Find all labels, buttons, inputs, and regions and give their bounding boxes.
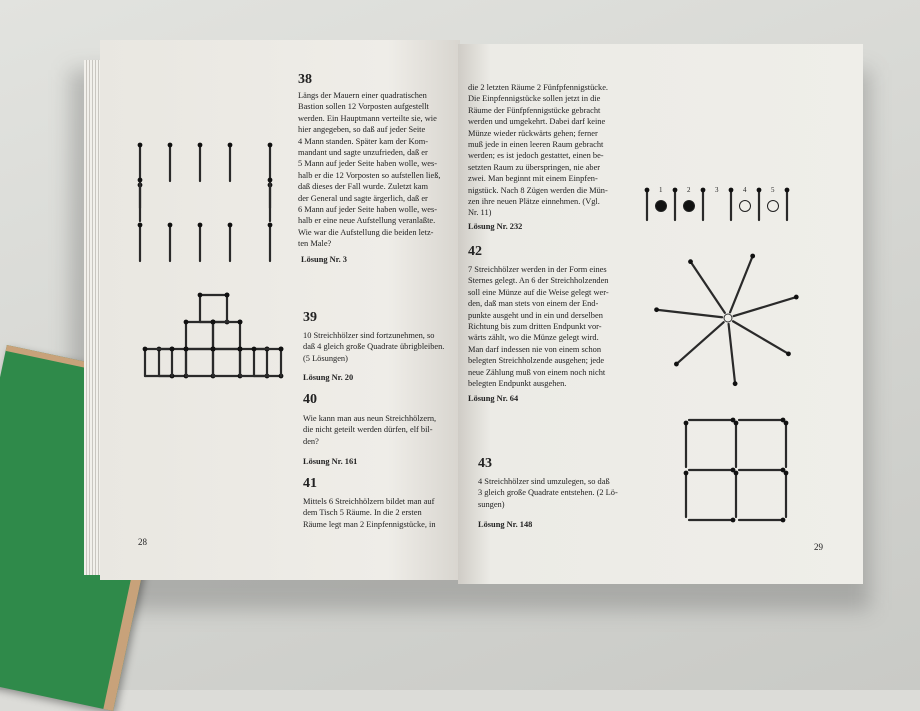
puzzle-42-number: 42 xyxy=(468,244,482,259)
text-line: werden und umgekehrt. Dabei darf keine xyxy=(468,117,606,127)
puzzle-41-continued-text xyxy=(468,82,628,219)
text-line: daß 4 gleich große Quadrate übrigbleiben. xyxy=(303,342,445,352)
text-line: halb er eine neue Aufstellung veranlaßte. xyxy=(298,216,436,226)
text-line: mandant und sagte unzufrieden, daß er xyxy=(298,148,428,158)
guards-figure xyxy=(130,130,290,270)
puzzle-42-text xyxy=(468,264,634,389)
star-center xyxy=(724,314,732,322)
right-page xyxy=(458,44,863,584)
text-line: Räume legt man 2 Einpfennigstücke, in xyxy=(303,519,436,529)
match-head xyxy=(794,295,799,300)
match-head xyxy=(731,518,736,523)
text-line: werden. Ein Hauptmann verteilte sie, wie xyxy=(298,113,437,123)
text-line: 3 gleich große Quadrate entstehen. (2 Lö- xyxy=(478,488,618,498)
match-head xyxy=(168,143,173,148)
text-line: ten Male? xyxy=(298,239,332,249)
matchstick xyxy=(691,262,725,313)
text-line: 10 Streichhölzer sind fortzunehmen, so xyxy=(303,331,435,340)
room-label: 4 xyxy=(743,186,747,194)
match-head xyxy=(168,223,173,228)
text-line: nigstück. Nach 8 Zügen werden die Mün- xyxy=(468,185,608,195)
match-head xyxy=(654,307,659,312)
text-line: 5 Mann auf jeder Seite haben wolle, wes- xyxy=(298,159,438,169)
text-line: der General und sagte ärgerlich, daß er xyxy=(298,193,428,203)
match-head xyxy=(688,259,693,264)
text-line: Wie kann man aus neun Streichhölzern, xyxy=(303,414,437,423)
match-head xyxy=(252,347,257,352)
match-head xyxy=(238,320,243,325)
text-line: dem Tisch 5 Räume. In die 2 ersten xyxy=(303,508,422,518)
text-line: Münze wieder rückwärts gehen; ferner xyxy=(468,128,598,138)
match-head xyxy=(268,178,273,183)
text-line: 6 Mann auf jeder Seite haben wolle, wes- xyxy=(298,205,438,215)
puzzle-40-text xyxy=(303,413,455,447)
match-head xyxy=(225,293,230,298)
matchstick xyxy=(676,322,723,364)
text-line: zwei. Man beginnt mit einem Einpfen- xyxy=(468,174,598,184)
text-line: Richtung bis zum dritten Endpunkt vor- xyxy=(468,322,602,332)
text-line: Längs der Mauern einer quadratischen xyxy=(298,91,427,100)
text-line: 4 Mann standen. Später kam der Kom- xyxy=(298,136,429,146)
match-head xyxy=(684,421,689,426)
match-head xyxy=(701,188,706,193)
text-line: neue Zählung muß von einem noch nicht xyxy=(468,367,606,377)
text-line: belegten Endpunkt ausgehen. xyxy=(468,379,567,389)
room-label: 5 xyxy=(771,186,775,194)
text-line: Die Einpfennigstücke sollen jetzt in die xyxy=(468,94,601,104)
text-line: Bastion sollen 12 Vorposten aufgestellt xyxy=(298,102,429,112)
match-head xyxy=(268,223,273,228)
puzzle-40-number: 40 xyxy=(303,392,317,407)
match-head xyxy=(268,143,273,148)
match-head xyxy=(674,362,679,367)
text-line: Wie war die Aufstellung die beiden letz- xyxy=(298,227,434,237)
one-pfennig-coin xyxy=(684,201,695,212)
match-head xyxy=(184,347,189,352)
match-head xyxy=(673,188,678,193)
text-line: werden; es ist jedoch gestattet, einen be- xyxy=(468,151,604,161)
text-line: sungen) xyxy=(478,499,505,509)
left-page-number: 28 xyxy=(138,537,147,547)
text-line: zen ihre neuen Plätze einnehmen. (Vgl. xyxy=(468,197,600,207)
match-head xyxy=(170,347,175,352)
match-head xyxy=(729,188,734,193)
text-line: den, daß man stets von einem der End- xyxy=(468,299,599,309)
five-pfennig-coin xyxy=(768,201,779,212)
text-line: die nicht geteilt werden dürfen, elf bil- xyxy=(303,425,433,435)
text-line: hier angegeben, so daß auf jeder Seite xyxy=(298,125,426,135)
match-head xyxy=(785,188,790,193)
match-head xyxy=(184,320,189,325)
match-head xyxy=(198,293,203,298)
puzzle-43-text xyxy=(478,476,636,510)
text-line: den? xyxy=(303,436,319,446)
text-line: soll eine Münze auf die Weise gelegt wer- xyxy=(468,287,609,297)
text-line: daß dieses der Fall wurde. Zuletzt kam xyxy=(298,182,429,192)
puzzle-42-solution: Lösung Nr. 64 xyxy=(468,394,519,403)
text-line: punkte ausgeht und in ein und derselben xyxy=(468,310,603,320)
match-head xyxy=(228,143,233,148)
puzzle-39-number: 39 xyxy=(303,310,317,325)
match-head xyxy=(211,347,216,352)
match-head xyxy=(733,381,738,386)
matchstick xyxy=(734,297,797,316)
text-line: die 2 letzten Räume 2 Fünfpfennigstücke. xyxy=(468,83,609,92)
matchstick xyxy=(729,324,736,384)
text-line: setzten Raum zu überspringen, nie aber xyxy=(468,162,601,172)
puzzle-38-text xyxy=(298,90,456,250)
left-page xyxy=(100,40,460,580)
text-line: Mittels 6 Streichhölzern bildet man auf xyxy=(303,497,435,506)
match-head xyxy=(734,421,739,426)
match-head xyxy=(684,471,689,476)
room-label: 2 xyxy=(687,186,691,194)
match-head xyxy=(138,178,143,183)
match-head xyxy=(198,223,203,228)
right-page-number: 29 xyxy=(814,542,823,552)
puzzle-40-solution: Lösung Nr. 161 xyxy=(303,457,358,466)
matchstick xyxy=(730,256,753,312)
match-head xyxy=(138,223,143,228)
puzzle-38-solution: Lösung Nr. 3 xyxy=(301,255,347,264)
match-head xyxy=(750,254,755,259)
text-line: Nr. 11) xyxy=(468,208,492,218)
text-line: halb er die 12 Vorposten so aufstellen ließ, xyxy=(298,170,441,180)
five-pfennig-coin xyxy=(740,201,751,212)
text-line: Räume der Fünfpfennigstücke gebracht xyxy=(468,105,601,115)
text-line: muß jede in einen leeren Raum gebracht xyxy=(468,140,604,150)
match-head xyxy=(198,143,203,148)
puzzle-41-text xyxy=(303,496,455,530)
match-head xyxy=(211,320,216,325)
text-line: (5 Lösungen) xyxy=(303,353,348,363)
match-head xyxy=(784,471,789,476)
text-line: 7 Streichhölzer werden in der Form eines xyxy=(468,265,607,274)
puzzle-43-number: 43 xyxy=(478,456,492,471)
match-head xyxy=(757,188,762,193)
puzzle-43-solution: Lösung Nr. 148 xyxy=(478,520,533,529)
matchstick-star-figure xyxy=(648,244,808,394)
room-label: 1 xyxy=(659,186,663,194)
text-line: wärts zählt, wo die Münze gelegt wird. xyxy=(468,333,599,343)
matchstick xyxy=(733,321,788,354)
match-head xyxy=(786,351,791,356)
match-head xyxy=(228,223,233,228)
matchstick xyxy=(657,310,722,318)
puzzle-39-text xyxy=(303,330,455,364)
match-head xyxy=(143,347,148,352)
match-head xyxy=(781,518,786,523)
room-label: 3 xyxy=(715,186,719,194)
text-line: belegten Streichholzende ausgehen; jede xyxy=(468,356,605,366)
puzzle-38-number: 38 xyxy=(298,72,312,87)
matchstick-grid-figure xyxy=(680,414,795,529)
puzzle-39-solution: Lösung Nr. 20 xyxy=(303,373,354,382)
match-head xyxy=(734,471,739,476)
text-line: Man darf indessen nie von einem schon xyxy=(468,344,602,354)
matchstick-squares-figure xyxy=(140,285,290,385)
puzzle-41-solution: Lösung Nr. 232 xyxy=(468,222,523,231)
match-head xyxy=(784,421,789,426)
match-head xyxy=(238,347,243,352)
match-head xyxy=(279,347,284,352)
text-line: 4 Streichhölzer sind umzulegen, so daß xyxy=(478,477,610,486)
match-head xyxy=(645,188,650,193)
coin-rooms-figure xyxy=(643,184,803,224)
puzzle-41-number: 41 xyxy=(303,476,317,491)
one-pfennig-coin xyxy=(656,201,667,212)
text-line: Sternes gelegt. An 6 der Streichholzenden xyxy=(468,276,609,286)
match-head xyxy=(138,143,143,148)
